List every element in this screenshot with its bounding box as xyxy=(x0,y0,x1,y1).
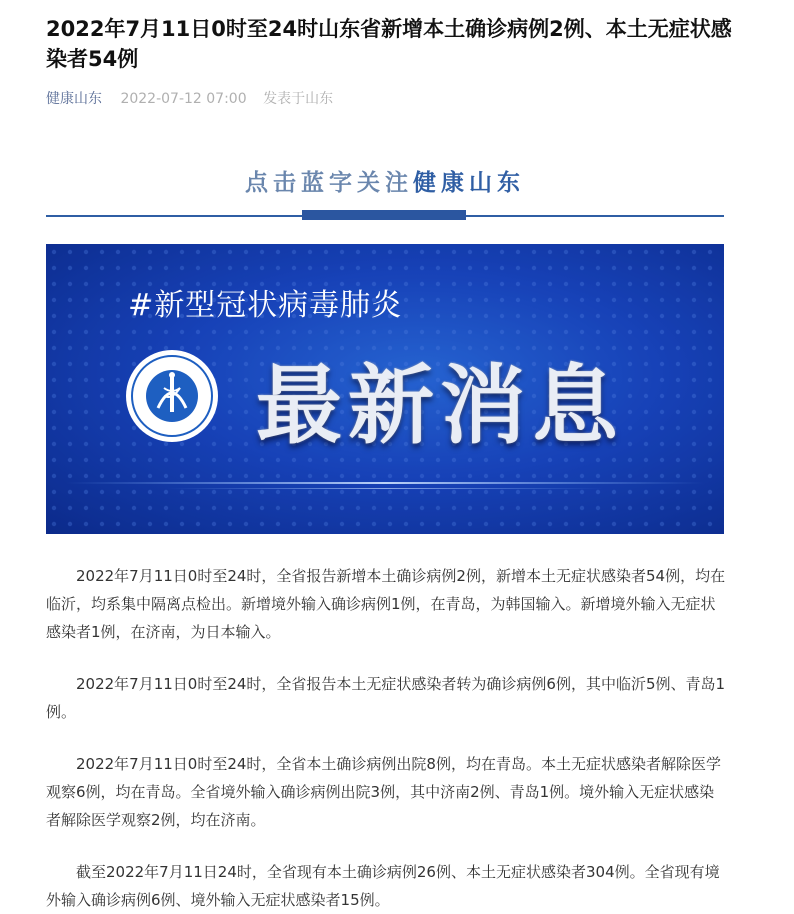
article-meta xyxy=(46,88,333,108)
banner-headline: 最新消息 xyxy=(256,356,624,456)
news-banner-image xyxy=(46,244,724,534)
paragraph-discharged-cases: 2022年7月11日0时至24时，全省本土确诊病例出院8例，均在青岛。本土无症状感染者解除医学观察6例，均在青岛。全省境外输入确诊病例出院3例，其中济南2例、青岛1例。境外输入无症状感染者解除医学观察2例，均在济南。 xyxy=(46,755,721,829)
account-link[interactable]: 健康山东 xyxy=(46,91,102,107)
paragraph-new-cases: 2022年7月11日0时至24时，全省报告新增本土确诊病例2例，新增本土无症状感染者54例，均在临沂，均系集中隔离点检出。新增境外输入确诊病例1例，在青岛，为韩国输入。新增境外输入无症状感染者1例，在济南，为日本输入。 xyxy=(46,567,726,641)
publish-location: 发表于山东 xyxy=(263,91,334,107)
health-commission-emblem-icon xyxy=(124,348,220,444)
publish-date: 2022-07-12 07:00 xyxy=(120,91,247,107)
follow-prompt[interactable] xyxy=(46,164,724,197)
follow-banner[interactable] xyxy=(46,160,724,224)
paragraph-converted-cases: 2022年7月11日0时至24时，全省报告本土无症状感染者转为确诊病例6例，其中临沂5例、青岛1例。 xyxy=(46,675,726,721)
paragraph-current-cases: 截至2022年7月11日24时，全省现有本土确诊病例26例、本土无症状感染者304例。全省现有境外输入确诊病例6例、境外输入无症状感染者15例。 xyxy=(46,863,720,909)
follow-account[interactable]: 健康山东 xyxy=(413,170,525,196)
follow-prefix: 点击蓝字关注 xyxy=(245,170,413,196)
article-title: 2022年7月11日0时至24时山东省新增本土确诊病例2例、本土无症状感染者54例 xyxy=(46,17,732,71)
follow-accent-bar xyxy=(302,210,466,220)
banner-hashtag: #新型冠状病毒肺炎 xyxy=(128,288,403,323)
